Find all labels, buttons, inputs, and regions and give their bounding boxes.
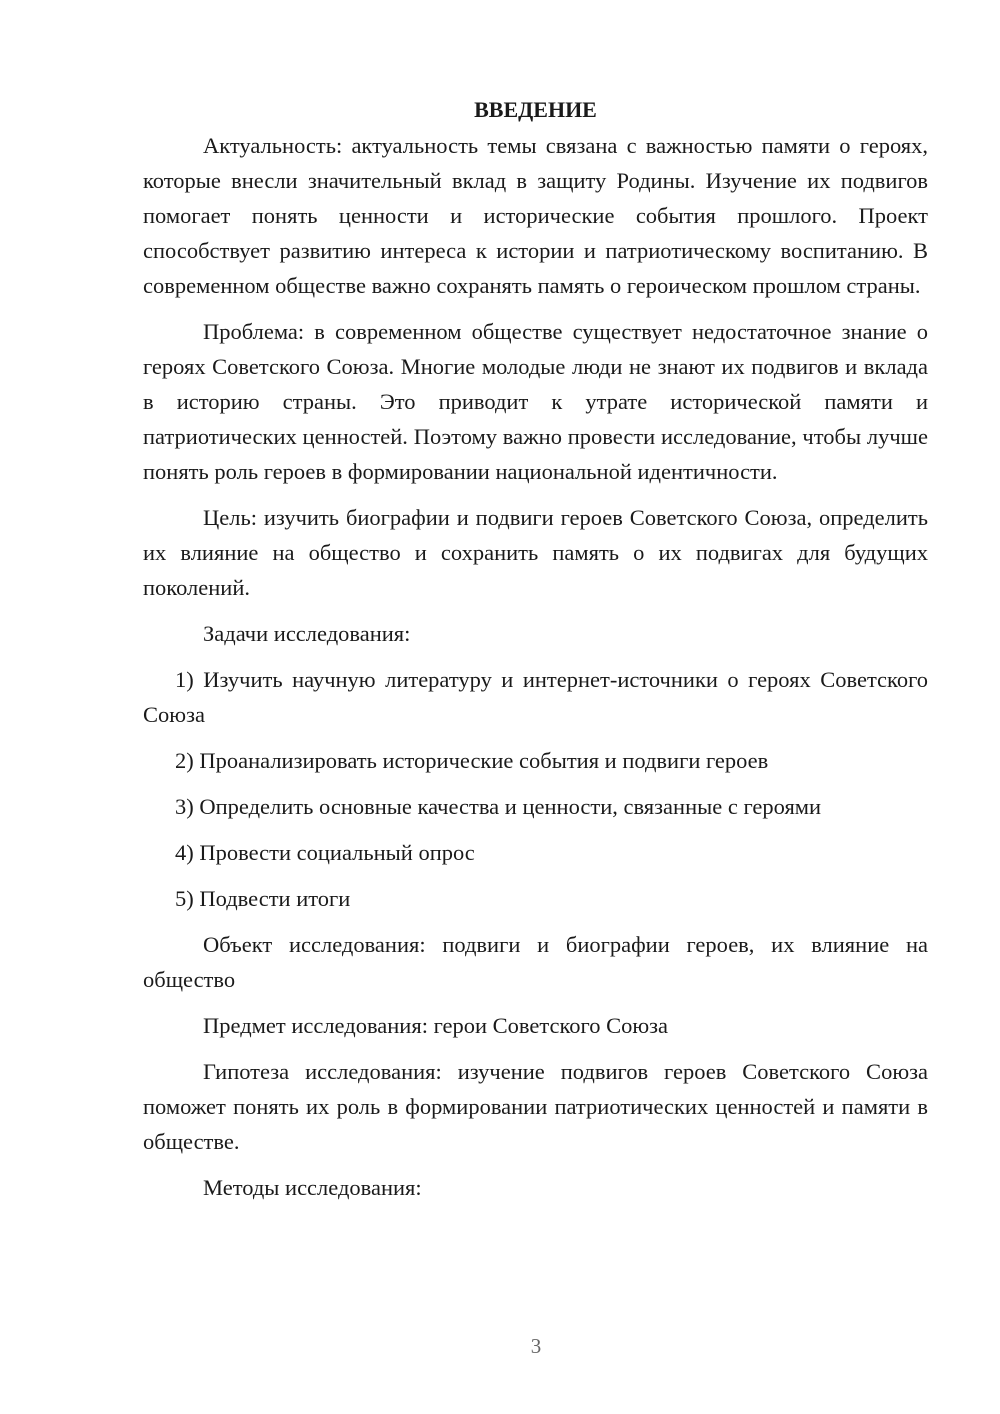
tasks-list	[143, 662, 928, 916]
page-number: 3	[530, 1334, 542, 1358]
list-item: 2) Проанализировать исторические события и подвиги героев	[175, 748, 769, 773]
paragraph-subject: Предмет исследования: герои Советского Союза	[203, 1013, 669, 1038]
list-item: 1) Изучить научную литературу и интернет-источники о героях Советского Союза	[143, 667, 928, 727]
list-item: 4) Провести социальный опрос	[175, 840, 475, 865]
section-title: ВВЕДЕНИЕ	[474, 97, 597, 122]
paragraph-methods: Методы исследования:	[203, 1175, 422, 1200]
paragraph-problem: Проблема: в современном обществе существует недостаточное знание о героях Советского Союза. Многие молодые люди не знают их подвигов и вклада в историю страны. Это приводит к утрате исторической памяти и патриотических ценностей. Поэтому важно провести исследование, чтобы лучше понять роль героев в формировании национальной идентичности.	[143, 319, 928, 484]
list-item: 5) Подвести итоги	[175, 886, 351, 911]
paragraph-object: Объект исследования: подвиги и биографии героев, их влияние на общество	[143, 932, 928, 992]
tasks-heading: Задачи исследования:	[203, 621, 411, 646]
paragraph-goal: Цель: изучить биографии и подвиги героев Советского Союза, определить их влияние на общество и сохранить память о их подвигах для будущих поколений.	[143, 505, 928, 600]
paragraph-hypothesis: Гипотеза исследования: изучение подвигов героев Советского Союза поможет понять их роль в формировании патриотических ценностей и памяти в обществе.	[143, 1059, 928, 1154]
paragraph-relevance: Актуальность: актуальность темы связана с важностью памяти о героях, которые внесли значительный вклад в защиту Родины. Изучение их подвигов помогает понять ценности и исторические события прошлого. Проект способствует развитию интереса к истории и патриотическому воспитанию. В современном обществе важно сохранять память о героическом прошлом страны.	[143, 133, 928, 298]
page-content	[143, 92, 928, 1216]
list-item: 3) Определить основные качества и ценности, связанные с героями	[175, 794, 822, 819]
